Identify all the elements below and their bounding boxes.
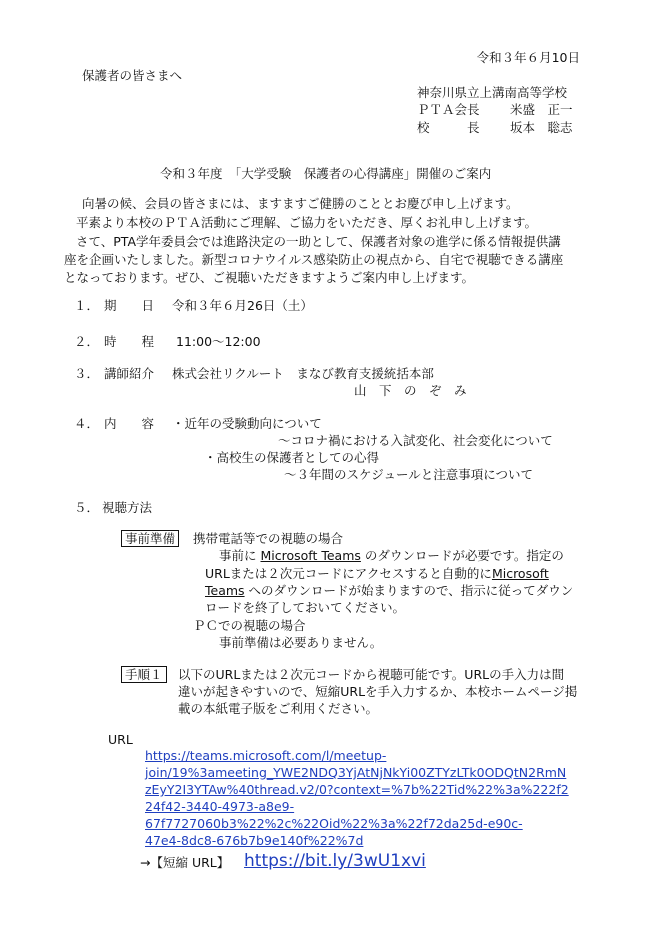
teams-word: Teams — [205, 583, 245, 598]
intro-line-1: 向暑の候、会員の皆さまには、ますますご健勝のこととお慶び申し上げます。 — [82, 196, 519, 211]
meeting-url-line-5[interactable]: 67f7727060b3%22%2c%22Oid%22%3a%22f72da25d-e90c- — [145, 816, 523, 831]
item-lecturer-label: 講師紹介 — [104, 366, 155, 381]
short-url-link[interactable]: https://bit.ly/3wU1xvi — [244, 851, 426, 871]
step1-line-2: 違いが起きやすいので、短縮URLを手入力するか、本校ホームページ掲 — [178, 684, 578, 699]
url-label: URL — [108, 732, 133, 747]
prep-mobile-line-3-post: へのダウンロードが始まりますので、指示に従ってダウン — [248, 583, 574, 598]
content-topic-1-detail: 〜コロナ禍における入試変化、社会変化について — [278, 433, 553, 448]
prep-mobile-line-1-post: のダウンロードが必要です。指定の — [364, 548, 564, 563]
item-time-label: 時 程 — [104, 334, 155, 349]
principal-role: 校 長 — [417, 120, 480, 135]
content-topic-2: ・高校生の保護者としての心得 — [204, 450, 380, 465]
item-date-value: 令和３年６月26日（土） — [172, 298, 313, 313]
pta-chair-role: ＰＴＡ会長 — [417, 102, 480, 117]
sender-organization: 神奈川県立上溝南高等学校 — [417, 85, 568, 100]
principal-name: 坂本 聡志 — [510, 120, 573, 135]
short-url-prefix: →【短縮 URL】 — [140, 855, 230, 870]
prep-mobile-line-4: ロードを終了しておいてください。 — [205, 600, 406, 615]
prep-pc-heading: ＰＣでの視聴の場合 — [193, 618, 306, 633]
prep-mobile-line-1-pre: 事前に — [219, 548, 257, 563]
item-time-number: ２． — [74, 334, 100, 349]
item-content-label: 内 容 — [104, 416, 155, 431]
step1-line-1: 以下のURLまたは２次元コードから視聴可能です。URLの手入力は間 — [178, 667, 565, 682]
prep-mobile-line-3 — [205, 583, 573, 598]
prep-mobile-line-1 — [219, 548, 564, 563]
item-content-number: ４． — [74, 416, 100, 431]
meeting-url-line-4[interactable]: 24f42-3440-4973-a8e9- — [145, 799, 295, 814]
content-topic-1: ・近年の受験動向について — [172, 416, 322, 431]
prep-tag: 事前準備 — [121, 530, 179, 547]
item-method-label: 視聴方法 — [102, 500, 153, 515]
item-method-number: ５． — [74, 500, 100, 515]
intro-line-4: 座を企画いたしました。新型コロナウイルス感染防止の視点から、自宅で視聴できる講座 — [64, 252, 564, 267]
prep-mobile-line-2-pre: URLまたは２次元コードにアクセスすると自動的に — [205, 566, 492, 581]
document-title: 令和３年度 「大学受験 保護者の心得講座」開催のご案内 — [160, 166, 492, 181]
item-lecturer-name: 山 下 の ぞ み — [354, 383, 467, 398]
step1-line-3: 載の本紙電子版をご利用ください。 — [178, 701, 379, 716]
content-topic-2-detail: 〜３年間のスケジュールと注意事項について — [284, 467, 534, 482]
item-lecturer-number: ３． — [74, 366, 100, 381]
document-date: 令和３年６月10日 — [476, 50, 580, 65]
prep-mobile-heading: 携帯電話等での視聴の場合 — [193, 531, 344, 546]
item-time-value: 11:00〜12:00 — [176, 334, 261, 349]
step1-tag: 手順１ — [121, 666, 167, 683]
prep-mobile-line-2 — [205, 566, 549, 581]
item-lecturer-org: 株式会社リクルート まなび教育支援統括本部 — [172, 366, 434, 381]
meeting-url-line-1[interactable]: https://teams.microsoft.com/l/meetup- — [145, 748, 387, 763]
item-date-label: 期 日 — [104, 298, 155, 313]
meeting-url-line-3[interactable]: zEyY2I3YTAw%40thread.v2/0?context=%7b%22Tid%22%3a%222f2 — [145, 782, 569, 797]
prep-pc-body: 事前準備は必要ありません。 — [219, 635, 383, 650]
pta-chair-name: 米盛 正一 — [510, 102, 573, 117]
item-date-number: １． — [74, 298, 100, 313]
intro-line-2: 平素より本校のＰＴＡ活動にご理解、ご協力をいただき、厚くお礼申し上げます。 — [76, 215, 538, 230]
teams-name: Microsoft Teams — [260, 548, 361, 563]
microsoft-word: Microsoft — [491, 566, 549, 581]
intro-line-3: さて、PTA学年委員会では進路決定の一助として、保護者対象の進学に係る情報提供講 — [76, 234, 561, 249]
recipient: 保護者の皆さまへ — [82, 68, 183, 83]
meeting-url-line-6[interactable]: 47e4-8dc8-676b7b9e140f%22%7d — [145, 833, 364, 848]
meeting-url-line-2[interactable]: join/19%3ameeting_YWE2NDQ3YjAtNjNkYi00ZTYzLTk0ODQtN2RmN — [145, 765, 567, 780]
intro-line-5: となっております。ぜひ、ご視聴いただきますようご案内申し上げます。 — [64, 270, 475, 285]
